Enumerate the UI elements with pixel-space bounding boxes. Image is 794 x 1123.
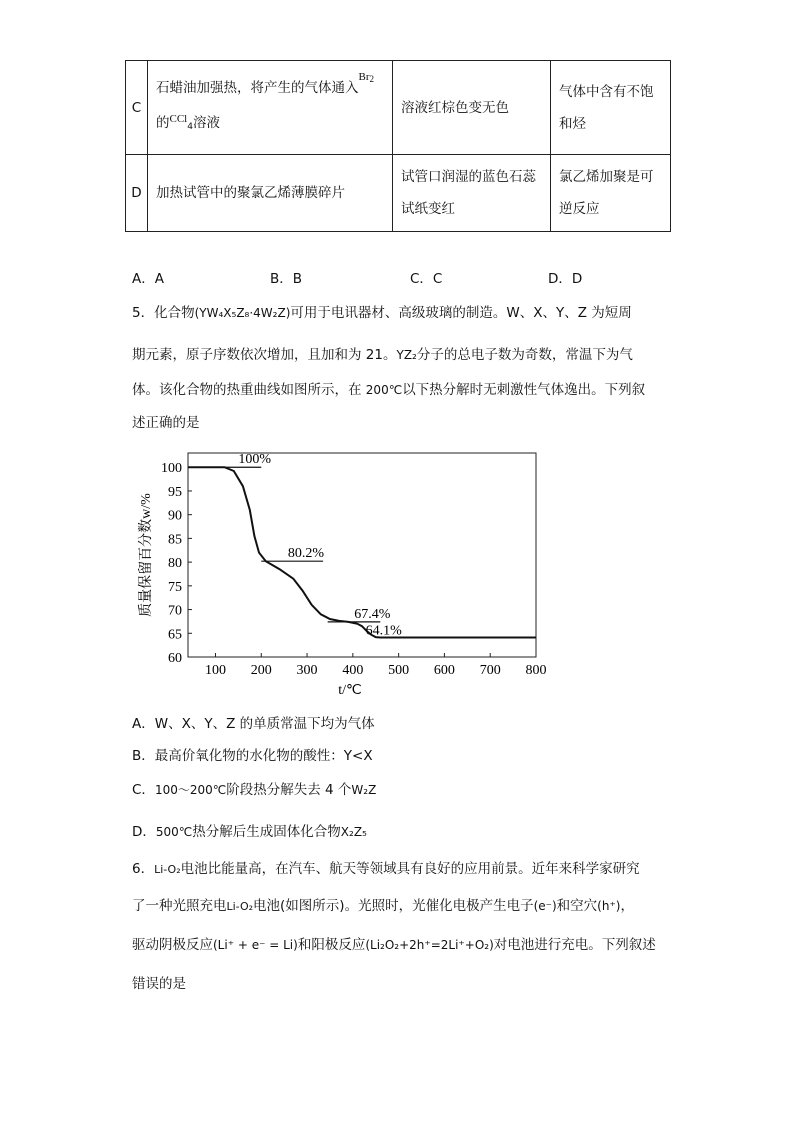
phenomenon-cell: 溶液红棕色变无色 — [393, 61, 551, 155]
option-c: C．C — [410, 271, 443, 287]
q4-options — [132, 267, 692, 285]
conclusion-cell: 氯乙烯加聚是可逆反应 — [551, 155, 671, 232]
operation-cell: 石蜡油加强热，将产生的气体通入$^{Br}_2$ 的$^{CCl}_4$溶液 — [148, 61, 393, 155]
x-tick-label: 800 — [525, 663, 547, 678]
y-tick-label: 75 — [168, 579, 182, 595]
y-tick-label: 95 — [168, 484, 182, 500]
phenomenon-cell: 试管口润湿的蓝色石蕊试纸变红 — [393, 155, 551, 232]
compound-formula: (YW₄X₅Z₈·4W₂Z) — [194, 306, 291, 320]
x-tick-label: 300 — [296, 663, 318, 678]
q5-option-d: D．500℃热分解后生成固体化合物X₂Z₅ — [132, 824, 367, 840]
x-tick-label: 200 — [250, 663, 272, 678]
table-row — [126, 155, 671, 232]
y-tick-label: 65 — [168, 627, 182, 643]
li-o2-formula: Li-O₂ — [154, 863, 181, 876]
conclusion-cell: 气体中含有不饱和烃 — [551, 61, 671, 155]
x-tick-label: 400 — [342, 663, 364, 678]
x-tick-label: 100 — [204, 663, 226, 678]
q5-option-b: B．最高价氧化物的水化物的酸性：Y<X — [132, 748, 373, 764]
y-tick-label: 85 — [168, 532, 182, 548]
q5-option-c: C．100～200℃阶段热分解失去 4 个W₂Z — [132, 782, 377, 798]
table-row — [126, 61, 671, 155]
row-label: C — [126, 61, 148, 155]
annotation-label: 67.4% — [354, 606, 391, 622]
annotation-label: 64.1% — [365, 623, 402, 639]
row-label: D — [126, 155, 148, 232]
x-tick-label: 600 — [433, 663, 455, 678]
option-d: D．D — [548, 271, 583, 287]
operation-cell: 加热试管中的聚氯乙烯薄膜碎片 — [148, 155, 393, 232]
q5-option-a: A．W、X、Y、Z 的单质常温下均为气体 — [132, 716, 375, 732]
y-tick-label: 90 — [168, 508, 182, 524]
y-tick-label: 80 — [168, 556, 182, 572]
y-axis-label: 质量保留百分数w/% — [139, 493, 154, 617]
annotation-label: 80.2% — [287, 546, 324, 562]
x-axis-label: t/℃ — [338, 683, 362, 698]
tga-chart — [120, 440, 560, 702]
x-tick-label: 700 — [479, 663, 501, 678]
reagent-formula: Br — [358, 71, 370, 83]
annotation-label: 100% — [238, 452, 272, 468]
y-tick-label: 60 — [168, 651, 182, 666]
yz2-formula: YZ₂ — [396, 348, 417, 362]
experiment-table — [125, 60, 671, 232]
option-a: A．A — [132, 271, 164, 287]
y-tick-label: 100 — [161, 461, 182, 477]
y-tick-label: 70 — [168, 603, 182, 619]
solvent-formula: CCl — [169, 113, 188, 125]
option-b: B．B — [270, 271, 303, 287]
x-tick-label: 500 — [388, 663, 410, 678]
